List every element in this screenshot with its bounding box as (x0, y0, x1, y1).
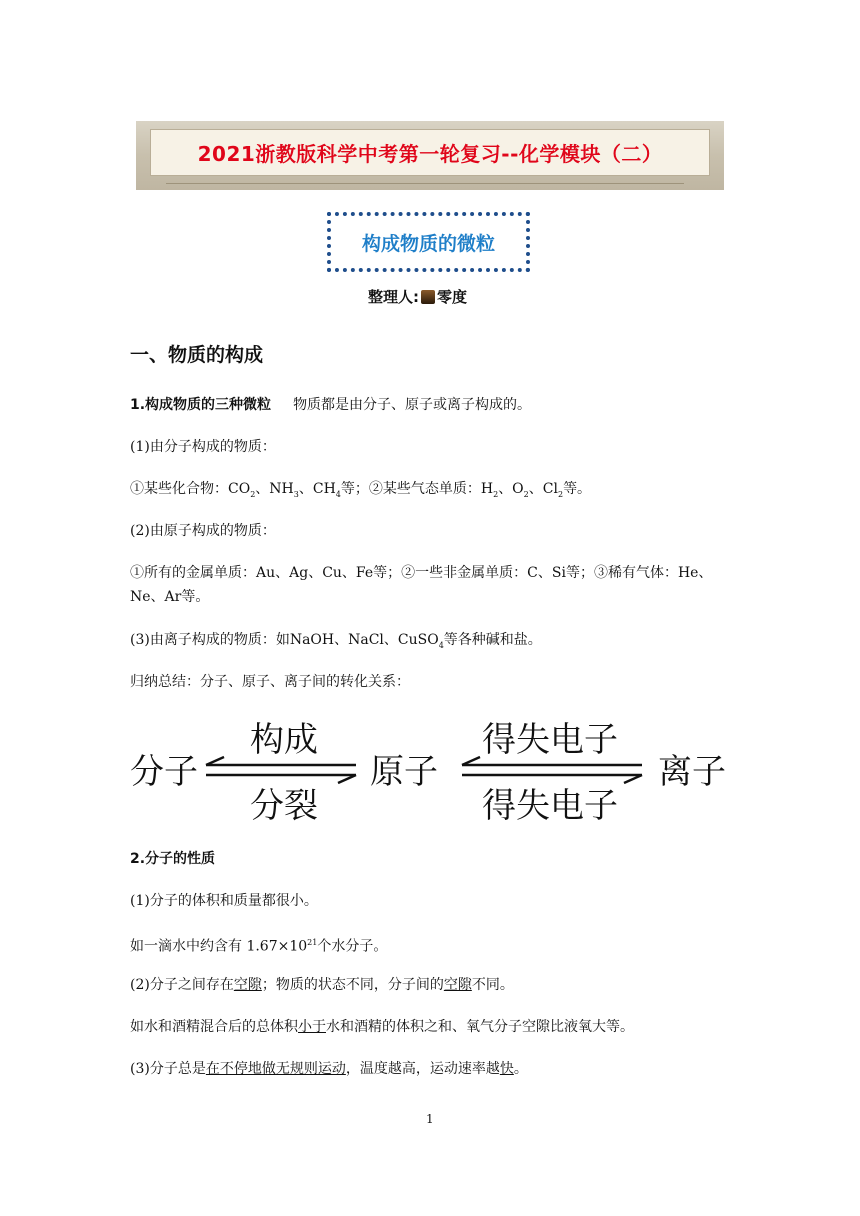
text: (3)由离子构成的物质：如NaOH、NaCl、CuSO (130, 632, 439, 648)
underlined-answer: 在不停地做无规则运动 (205, 1061, 346, 1077)
avatar-icon (421, 290, 435, 304)
property-1-example (130, 933, 387, 957)
text: 、NH (255, 481, 294, 497)
gain-label: 得失电子 (482, 720, 618, 760)
lose-label: 得失电子 (482, 786, 618, 823)
text: ①某些化合物：CO (130, 481, 251, 497)
ion-examples (130, 630, 542, 656)
text: 如水和酒精混合后的总体积 (130, 1019, 298, 1035)
title-banner (136, 121, 724, 190)
molecule-heading: (1)由分子构成的物质： (130, 439, 276, 455)
text: 等各种碱和盐。 (443, 632, 542, 648)
subscript: 2 (493, 489, 499, 499)
atom-heading: (2)由原子构成的物质： (130, 523, 276, 539)
text: 等。 (563, 481, 592, 497)
atom-label: 原子 (370, 752, 438, 792)
superscript: 21 (307, 938, 318, 947)
text: 、O (498, 481, 524, 497)
text: (3)分子总是 (130, 1061, 206, 1077)
subscript: 2 (250, 489, 256, 499)
summary: 归纳总结：分子、原子、离子间的转化关系： (130, 674, 410, 690)
property-1: (1)分子的体积和质量都很小。 (130, 893, 318, 909)
section-heading: 一、物质的构成 (130, 344, 264, 366)
text: 水和酒精的体积之和、氧气分子空隙比液氧大等。 (326, 1019, 634, 1035)
subscript: 4 (438, 640, 444, 650)
property-2-example (130, 1017, 634, 1037)
underlined-answer: 空隙 (443, 977, 472, 993)
item1-title: 1.构成物质的三种微粒 (130, 397, 272, 413)
property-3 (130, 1059, 528, 1079)
conversion-diagram (130, 713, 740, 823)
text: ，温度越高，运动速率越 (345, 1061, 500, 1077)
text: ；物质的状态不同，分子间的 (261, 977, 444, 993)
underlined-answer: 快 (499, 1061, 514, 1077)
page-number: 1 (426, 1112, 434, 1126)
reversible-arrow-right (462, 757, 642, 783)
underlined-answer: 空隙 (233, 977, 262, 993)
organizer (368, 286, 467, 307)
subscript: 2 (557, 489, 564, 499)
text: 。 (513, 1061, 528, 1077)
text: 等；②某些气态单质：H (340, 481, 494, 497)
title-banner-paper (150, 129, 710, 176)
text: 、Cl (528, 481, 558, 497)
organizer-name: 零度 (437, 288, 468, 306)
split-label: 分裂 (250, 786, 318, 823)
form-label: 构成 (250, 720, 318, 760)
organizer-label: 整理人: (368, 288, 419, 306)
reversible-arrow-left (206, 757, 356, 783)
property-2 (130, 975, 514, 995)
text: (2)分子之间存在 (130, 977, 234, 993)
subscript: 3 (293, 489, 299, 499)
item1-text: 物质都是由分子、原子或离子构成的。 (293, 397, 532, 413)
subscript: 4 (335, 489, 341, 499)
subscript: 2 (523, 489, 529, 499)
text: 不同。 (471, 977, 514, 993)
molecule-examples (130, 479, 591, 505)
atom-examples: ①所有的金属单质：Au、Ag、Cu、Fe等；②一些非金属单质：C、Si等；③稀有气体：He、Ne、Ar等。 (130, 565, 713, 605)
molecule-label: 分子 (130, 752, 198, 792)
item2-title: 2.分子的性质 (130, 851, 216, 867)
text: 、CH (298, 481, 336, 497)
text: 如一滴水中约含有 1.67×10 (130, 938, 308, 955)
underlined-answer: 小于 (298, 1019, 326, 1035)
ion-label: 离子 (658, 752, 726, 792)
subtitle: 构成物质的微粒 (361, 232, 495, 255)
paragraph-item1 (130, 395, 531, 415)
banner-decoration (166, 183, 684, 184)
subtitle-box (327, 212, 530, 272)
text: 个水分子。 (317, 938, 388, 955)
document-title: 2021浙教版科学中考第一轮复习--化学模块（二） (197, 142, 663, 166)
